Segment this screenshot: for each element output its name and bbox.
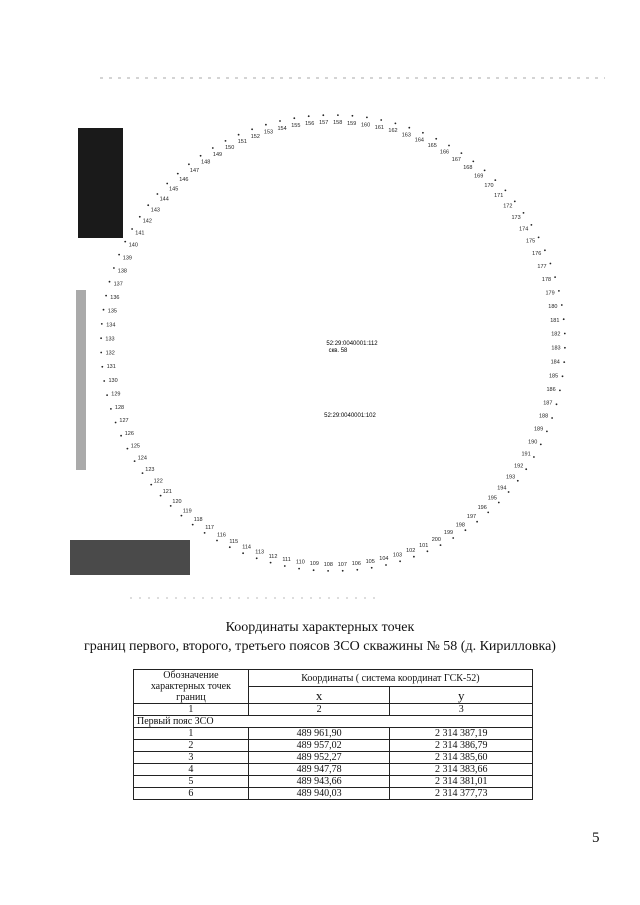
boundary-point-marker <box>110 408 112 410</box>
boundary-point-label: 169 <box>474 173 484 180</box>
point-number: 5 <box>134 776 249 788</box>
table-colnum-row <box>134 704 533 716</box>
boundary-point-marker <box>395 123 397 125</box>
boundary-point-marker <box>551 417 553 419</box>
boundary-point-label: 104 <box>379 556 389 563</box>
boundary-point-marker <box>494 179 496 181</box>
boundary-point-marker <box>101 366 103 368</box>
boundary-point-label: 132 <box>105 350 115 357</box>
boundary-point-marker <box>546 431 548 433</box>
boundary-point-label: 152 <box>250 133 260 140</box>
point-number: 2 <box>134 740 249 752</box>
boundary-point-label: 184 <box>550 359 560 366</box>
boundary-point-marker <box>256 557 258 559</box>
boundary-point-marker <box>216 540 218 542</box>
boundary-point-label: 134 <box>106 322 116 329</box>
boundary-point-marker <box>540 444 542 446</box>
colnum-3: 3 <box>390 704 533 716</box>
boundary-point-label: 135 <box>107 308 117 315</box>
boundary-point-marker <box>142 472 144 474</box>
boundary-point-label: 151 <box>237 139 247 146</box>
boundary-point-marker <box>105 295 107 297</box>
boundary-point-label: 140 <box>128 242 138 249</box>
boundary-point-marker <box>371 567 373 569</box>
point-x: 489 952,27 <box>248 752 390 764</box>
boundary-point-label: 102 <box>406 548 416 555</box>
table-row <box>134 752 533 764</box>
boundary-point-label: 194 <box>497 485 507 492</box>
boundary-point-label: 124 <box>137 455 147 462</box>
boundary-point-label: 164 <box>414 137 424 144</box>
boundary-point-label: 175 <box>526 238 536 245</box>
boundary-point-marker <box>279 120 281 122</box>
point-x: 489 957,02 <box>248 740 390 752</box>
boundary-point-marker <box>200 155 202 157</box>
boundary-point-label: 162 <box>388 128 398 135</box>
boundary-point-marker <box>192 524 194 526</box>
boundary-point-marker <box>106 394 108 396</box>
boundary-point-label: 121 <box>162 488 172 495</box>
boundary-point-marker <box>166 183 168 185</box>
boundary-point-marker <box>101 323 103 325</box>
boundary-point-marker <box>427 550 429 552</box>
boundary-point-marker <box>124 241 126 243</box>
boundary-point-marker <box>270 562 272 564</box>
table-row <box>134 764 533 776</box>
boundary-point-marker <box>150 484 152 486</box>
boundary-point-label: 118 <box>193 517 203 523</box>
boundary-point-marker <box>523 212 525 214</box>
boundary-point-label: 138 <box>117 268 127 275</box>
boundary-point-marker <box>408 127 410 129</box>
boundary-point-label: 159 <box>347 120 357 127</box>
boundary-point-marker <box>103 380 105 382</box>
boundary-point-label: 173 <box>511 214 521 221</box>
boundary-point-marker <box>435 138 437 140</box>
boundary-point-label: 143 <box>150 207 160 214</box>
boundary-point-marker <box>238 134 240 136</box>
well-label: скв. 58 <box>328 348 348 354</box>
boundary-point-marker <box>181 515 183 517</box>
boundary-point-label: 190 <box>528 439 538 446</box>
heading-line-2: границ первого, второго, третьего поясов ЗСО скважины № 58 (д. Кирилловка) <box>84 639 556 654</box>
boundary-point-marker <box>229 546 231 548</box>
boundary-point-label: 117 <box>205 525 214 532</box>
boundary-point-label: 147 <box>189 167 200 174</box>
boundary-point-marker <box>293 117 295 119</box>
boundary-point-label: 170 <box>484 183 494 190</box>
boundary-point-label: 110 <box>296 559 305 566</box>
boundary-point-marker <box>170 505 172 507</box>
boundary-point-label: 161 <box>374 124 384 131</box>
boundary-point-marker <box>337 114 339 116</box>
table-section-row <box>134 716 533 728</box>
point-number: 1 <box>134 728 249 740</box>
boundary-point-marker <box>561 304 563 306</box>
boundary-point-label: 136 <box>110 295 120 302</box>
point-x: 489 961,90 <box>248 728 390 740</box>
boundary-point-marker <box>115 422 117 424</box>
point-x: 489 943,66 <box>248 776 390 788</box>
boundary-point-marker <box>525 468 527 470</box>
table-row <box>134 740 533 752</box>
boundary-point-label: 168 <box>463 165 473 171</box>
boundary-point-label: 144 <box>159 196 169 203</box>
boundary-point-label: 200 <box>431 536 441 543</box>
boundary-point-label: 131 <box>106 364 116 371</box>
boundary-point-marker <box>564 347 566 349</box>
boundary-point-label: 148 <box>201 159 211 166</box>
boundary-point-marker <box>366 117 368 119</box>
point-number: 6 <box>134 788 249 800</box>
boundary-point-label: 109 <box>309 561 319 568</box>
boundary-point-marker <box>533 456 535 458</box>
boundary-point-label: 142 <box>142 218 152 225</box>
boundary-point-marker <box>356 569 358 571</box>
boundary-point-marker <box>517 480 519 482</box>
boundary-point-marker <box>352 115 354 117</box>
boundary-point-label: 186 <box>546 386 556 393</box>
boundary-point-marker <box>120 435 122 437</box>
boundary-point-marker <box>188 163 190 165</box>
boundary-point-label: 126 <box>124 430 134 437</box>
boundary-point-marker <box>225 140 227 142</box>
boundary-point-label: 192 <box>514 463 524 470</box>
boundary-point-marker <box>385 564 387 566</box>
boundary-point-label: 116 <box>217 532 226 539</box>
boundary-point-marker <box>100 337 102 339</box>
boundary-point-marker <box>139 216 141 218</box>
boundary-point-marker <box>508 491 510 493</box>
point-number: 3 <box>134 752 249 764</box>
boundary-point-label: 150 <box>225 145 235 152</box>
boundary-point-label: 165 <box>427 143 437 149</box>
boundary-point-marker <box>147 204 149 206</box>
boundary-point-marker <box>563 318 565 320</box>
page-number: 5 <box>592 830 600 846</box>
boundary-point-marker <box>452 537 454 539</box>
boundary-point-label: 195 <box>487 495 497 502</box>
boundary-point-marker <box>562 375 564 377</box>
boundary-point-marker <box>103 309 105 311</box>
boundary-point-marker <box>505 190 507 192</box>
boundary-point-marker <box>440 544 442 546</box>
point-y: 2 314 377,73 <box>390 788 533 800</box>
boundary-point-label: 112 <box>268 553 278 560</box>
boundary-point-label: 141 <box>135 230 145 237</box>
boundary-point-label: 122 <box>153 478 163 485</box>
boundary-point-marker <box>284 565 286 567</box>
boundary-point-label: 133 <box>105 336 115 343</box>
boundary-point-label: 196 <box>477 505 487 512</box>
boundary-point-label: 125 <box>130 443 140 450</box>
table-row <box>134 776 533 788</box>
boundary-point-marker <box>448 145 450 147</box>
boundary-point-label: 182 <box>551 331 561 338</box>
boundary-point-label: 127 <box>119 418 129 424</box>
point-y: 2 314 385,60 <box>390 752 533 764</box>
boundary-point-marker <box>559 390 561 392</box>
coordinates-table <box>133 669 533 800</box>
boundary-point-label: 101 <box>419 542 429 549</box>
boundary-point-label: 185 <box>549 373 559 380</box>
boundary-point-marker <box>514 201 516 203</box>
boundary-point-label: 111 <box>282 557 291 564</box>
boundary-point-label: 176 <box>532 251 542 258</box>
boundary-point-marker <box>554 276 556 278</box>
boundary-point-label: 191 <box>521 451 531 458</box>
header-coordinates: Координаты ( система координат ГСК-52) <box>248 670 532 687</box>
boundary-point-label: 174 <box>519 226 529 233</box>
boundary-point-marker <box>564 333 566 335</box>
boundary-point-label: 181 <box>550 317 560 324</box>
boundary-point-label: 193 <box>506 474 516 481</box>
boundary-point-label: 197 <box>466 514 477 521</box>
boundary-point-label: 189 <box>534 426 544 433</box>
table-row <box>134 788 533 800</box>
boundary-point-marker <box>313 569 315 571</box>
boundary-point-marker <box>498 502 500 504</box>
boundary-point-label: 108 <box>323 562 333 568</box>
boundary-point-label: 183 <box>551 345 561 352</box>
boundary-point-marker <box>212 147 214 149</box>
parcel-label-102: 52:29:0040001:102 <box>324 413 376 419</box>
boundary-point-marker <box>157 193 159 195</box>
boundary-point-label: 115 <box>229 539 239 545</box>
boundary-point-label: 198 <box>455 522 465 529</box>
boundary-point-label: 172 <box>503 203 513 210</box>
point-x: 489 947,78 <box>248 764 390 776</box>
point-y: 2 314 381,01 <box>390 776 533 788</box>
boundary-point-label: 114 <box>242 544 251 551</box>
boundary-point-marker <box>298 568 300 570</box>
boundary-point-marker <box>322 114 324 116</box>
boundary-point-label: 123 <box>145 467 155 474</box>
boundary-point-marker <box>204 532 206 534</box>
point-y: 2 314 386,79 <box>390 740 533 752</box>
boundary-point-label: 180 <box>548 304 558 311</box>
boundary-point-label: 199 <box>443 530 454 536</box>
boundary-point-label: 153 <box>263 129 274 136</box>
boundary-point-label: 188 <box>539 413 549 420</box>
boundary-point-label: 156 <box>305 121 315 128</box>
boundary-point-marker <box>100 352 102 354</box>
boundary-point-marker <box>538 237 540 239</box>
boundary-point-label: 157 <box>319 120 329 127</box>
boundary-point-label: 139 <box>122 255 132 262</box>
header-y: y <box>390 687 533 704</box>
colnum-2: 2 <box>248 704 390 716</box>
boundary-point-marker <box>113 267 115 269</box>
point-x: 489 940,03 <box>248 788 390 800</box>
boundary-point-marker <box>422 132 424 134</box>
boundary-point-label: 154 <box>277 125 287 132</box>
table-header-row <box>134 670 533 687</box>
boundary-point-marker <box>476 521 478 523</box>
boundary-point-marker <box>461 152 463 154</box>
boundary-point-marker <box>251 128 253 130</box>
boundary-point-label: 146 <box>179 176 189 183</box>
boundary-point-marker <box>550 263 552 265</box>
boundary-point-marker <box>160 495 162 497</box>
boundary-point-marker <box>487 512 489 514</box>
colnum-1: 1 <box>134 704 249 716</box>
boundary-point-marker <box>558 290 560 292</box>
boundary-point-label: 177 <box>537 264 547 270</box>
boundary-point-label: 103 <box>392 552 403 559</box>
boundary-point-marker <box>465 529 467 531</box>
boundary-point-label: 120 <box>172 498 182 505</box>
point-number: 4 <box>134 764 249 776</box>
boundary-point-label: 179 <box>545 290 555 297</box>
boundary-point-label: 155 <box>291 123 301 130</box>
boundary-point-marker <box>265 124 267 126</box>
boundary-point-marker <box>544 249 546 251</box>
boundary-point-marker <box>413 556 415 558</box>
boundary-point-marker <box>118 254 120 256</box>
boundary-point-marker <box>308 115 310 117</box>
heading-line-1: Координаты характерных точек <box>225 620 415 635</box>
boundary-point-label: 107 <box>337 561 347 568</box>
boundary-point-marker <box>472 161 474 163</box>
section-title: Первый пояс ЗСО <box>134 716 533 728</box>
boundary-point-label: 130 <box>108 377 118 384</box>
parcel-label-112: 52:29:0040001:112 <box>326 341 378 347</box>
boundary-point-label: 105 <box>365 558 375 565</box>
boundary-point-label: 113 <box>255 549 265 556</box>
boundary-point-label: 171 <box>494 193 504 200</box>
boundary-point-marker <box>531 224 533 226</box>
boundary-point-marker <box>484 170 486 172</box>
point-y: 2 314 383,66 <box>390 764 533 776</box>
header-x: x <box>248 687 390 704</box>
boundary-point-marker <box>563 361 565 363</box>
boundary-point-label: 119 <box>182 508 192 515</box>
boundary-point-marker <box>399 560 401 562</box>
table-row <box>134 728 533 740</box>
boundary-point-label: 163 <box>401 132 411 139</box>
boundary-point-label: 128 <box>114 404 125 411</box>
header-designation: Обозначение характерных точек границ <box>134 670 249 704</box>
boundary-point-marker <box>242 552 244 554</box>
boundary-point-marker <box>380 119 382 121</box>
boundary-point-label: 166 <box>439 149 450 156</box>
boundary-point-label: 158 <box>333 120 343 126</box>
boundary-point-label: 149 <box>212 152 223 158</box>
boundary-point-label: 167 <box>451 156 461 163</box>
boundary-point-marker <box>109 281 111 283</box>
boundary-point-label: 137 <box>113 281 123 288</box>
boundary-point-label: 178 <box>541 277 552 284</box>
boundary-point-label: 145 <box>169 186 179 193</box>
boundary-point-marker <box>134 460 136 462</box>
point-y: 2 314 387,19 <box>390 728 533 740</box>
boundary-point-label: 160 <box>361 122 371 129</box>
boundary-point-marker <box>556 403 558 405</box>
boundary-point-marker <box>177 173 179 175</box>
boundary-point-marker <box>342 570 344 572</box>
boundary-point-marker <box>327 570 329 572</box>
boundary-point-marker <box>127 448 129 450</box>
boundary-point-marker <box>131 228 133 230</box>
boundary-point-label: 106 <box>351 560 361 567</box>
boundary-point-label: 129 <box>111 391 121 398</box>
boundary-point-label: 187 <box>543 400 553 407</box>
